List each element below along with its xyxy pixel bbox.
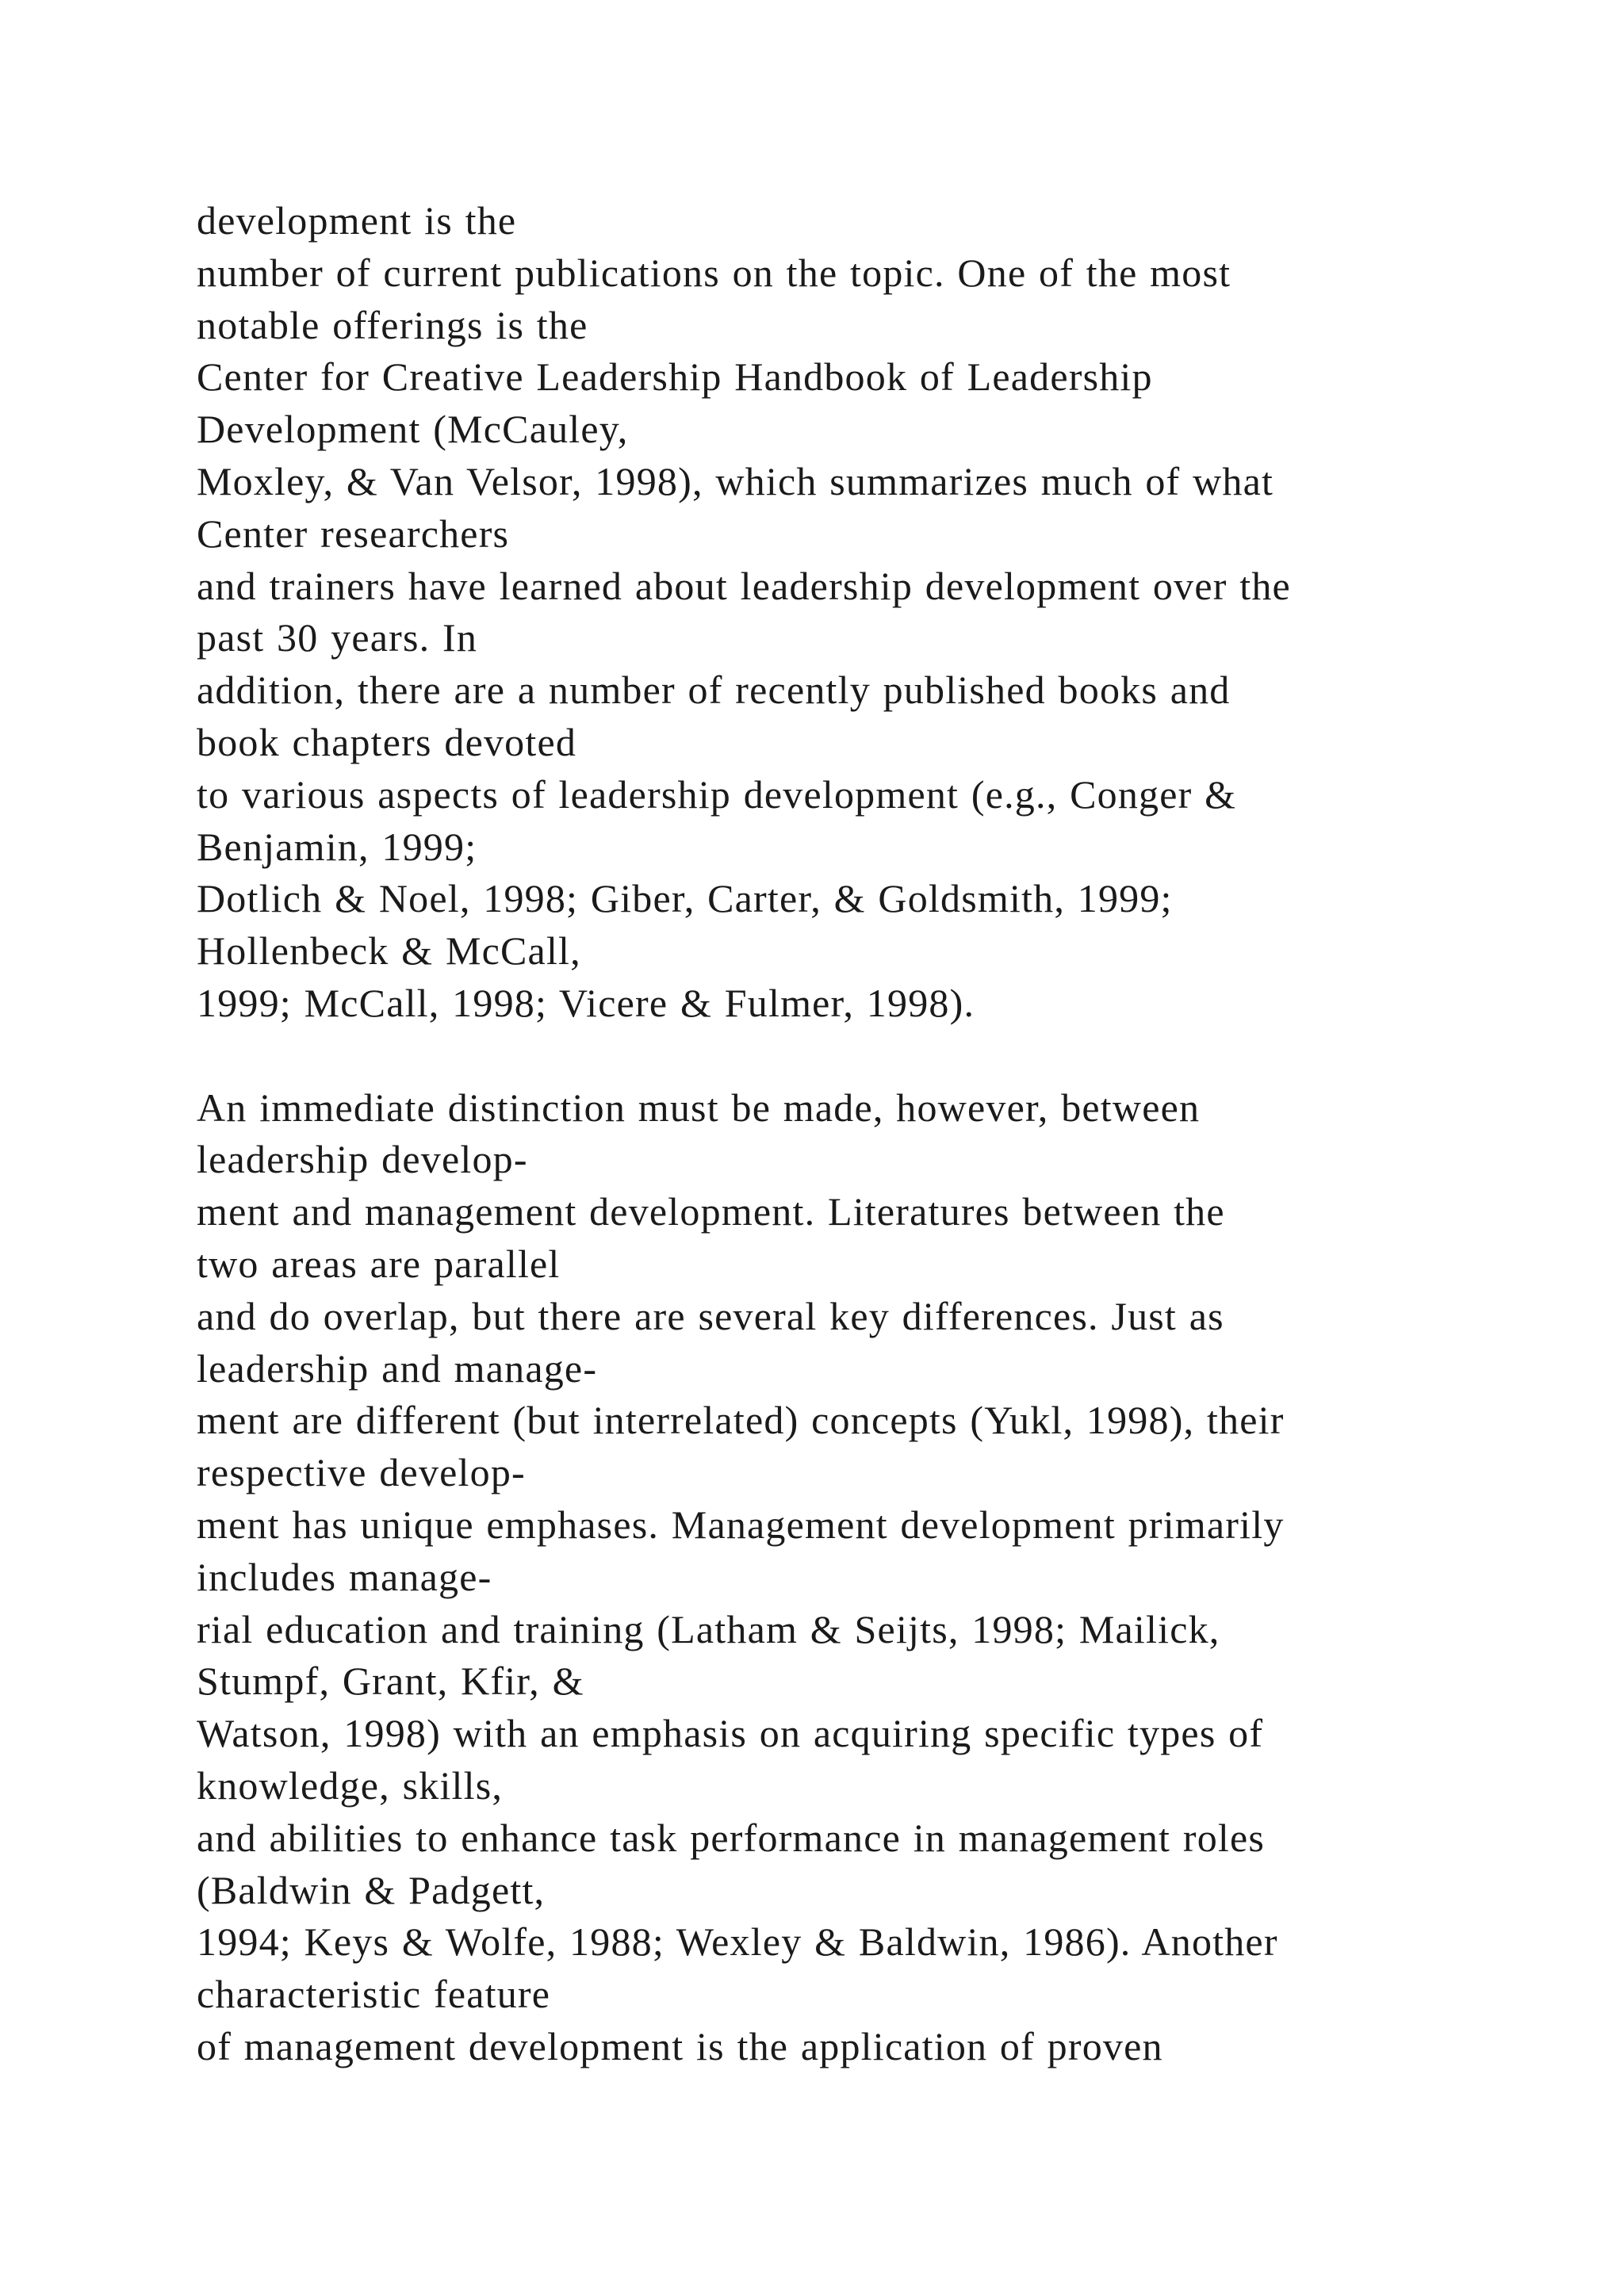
- text-line: ment and management development. Literatures between the: [197, 1189, 1225, 1234]
- text-line: notable offerings is the: [197, 302, 588, 347]
- text-line: and do overlap, but there are several key differences. Just as: [197, 1293, 1224, 1338]
- paragraph-spacer: [197, 1030, 1561, 1082]
- text-line: An immediate distinction must be made, however, between: [197, 1085, 1201, 1130]
- text-line: rial education and training (Latham & Seijts, 1998; Mailick,: [197, 1606, 1220, 1651]
- text-line: development is the: [197, 198, 517, 243]
- text-line: and trainers have learned about leadership development over the: [197, 563, 1291, 608]
- paragraph-1: [197, 195, 1561, 1030]
- text-line: Development (McCauley,: [197, 407, 629, 452]
- text-line: Benjamin, 1999;: [197, 824, 477, 869]
- text-line: addition, there are a number of recently published books and: [197, 668, 1231, 713]
- text-line: includes manage-: [197, 1554, 492, 1599]
- text-line: Stumpf, Grant, Kfir, &: [197, 1659, 584, 1704]
- text-line: knowledge, skills,: [197, 1762, 504, 1808]
- text-line: Moxley, & Van Velsor, 1998), which summarizes much of what: [197, 458, 1274, 503]
- text-line: leadership and manage-: [197, 1345, 598, 1391]
- text-line: Watson, 1998) with an emphasis on acquiring specific types of: [197, 1711, 1264, 1756]
- text-line: book chapters devoted: [197, 719, 577, 764]
- text-line: Dotlich & Noel, 1998; Giber, Carter, & Goldsmith, 1999;: [197, 876, 1173, 921]
- document-body: [197, 195, 1561, 2073]
- text-line: respective develop-: [197, 1450, 526, 1495]
- text-line: 1999; McCall, 1998; Vicere & Fulmer, 1998).: [197, 980, 975, 1025]
- text-line: of management development is the application of proven: [197, 2023, 1163, 2068]
- text-line: and abilities to enhance task performance in management roles: [197, 1815, 1266, 1860]
- paragraph-2: [197, 1082, 1561, 2073]
- text-line: (Baldwin & Padgett,: [197, 1867, 546, 1912]
- text-line: two areas are parallel: [197, 1241, 561, 1286]
- text-line: number of current publications on the topic. One of the most: [197, 250, 1231, 295]
- text-line: ment are different (but interrelated) concepts (Yukl, 1998), their: [197, 1398, 1285, 1443]
- text-line: leadership develop-: [197, 1137, 528, 1182]
- text-line: Center researchers: [197, 511, 510, 556]
- text-line: past 30 years. In: [197, 615, 478, 660]
- text-line: to various aspects of leadership development (e.g., Conger &: [197, 771, 1237, 817]
- text-line: Hollenbeck & McCall,: [197, 928, 581, 974]
- text-line: ment has unique emphases. Management development primarily: [197, 1502, 1285, 1547]
- text-line: Center for Creative Leadership Handbook of Leadership: [197, 354, 1153, 400]
- text-line: characteristic feature: [197, 1972, 551, 2017]
- text-line: 1994; Keys & Wolfe, 1988; Wexley & Baldwin, 1986). Another: [197, 1919, 1278, 1965]
